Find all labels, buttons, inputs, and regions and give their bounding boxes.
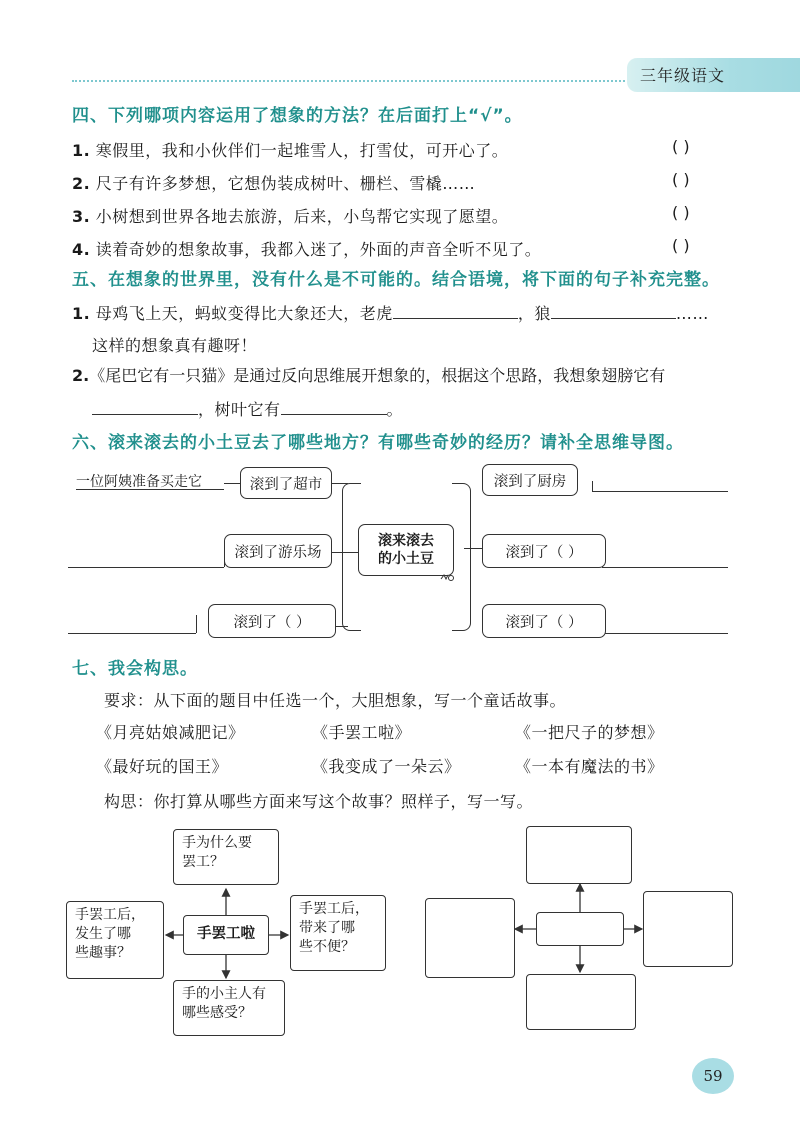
page-number: 59 bbox=[692, 1058, 734, 1094]
blank-node-right[interactable] bbox=[643, 891, 733, 967]
answer-paren-1[interactable]: ( ) bbox=[672, 137, 690, 156]
topic-6: 《一本有魔法的书》 bbox=[515, 757, 664, 776]
example-answer: 一位阿姨准备买走它 bbox=[76, 474, 202, 490]
sample-node-center: 手罢工啦 bbox=[183, 915, 269, 955]
sample-node-right: 手罢工后， 带来了哪 些不便？ bbox=[290, 895, 386, 971]
node-left-2: 滚到了游乐场 bbox=[224, 534, 332, 568]
node-left-3[interactable]: 滚到了（ ） bbox=[208, 604, 336, 638]
node-right-3[interactable]: 滚到了（ ） bbox=[482, 604, 606, 638]
answer-paren-2[interactable]: ( ) bbox=[672, 170, 690, 189]
blank-node-bottom[interactable] bbox=[526, 974, 636, 1030]
section7-title: 七、我会构思。 bbox=[72, 659, 198, 679]
section4-item-1: 1. 寒假里，我和小伙伴们一起堆雪人，打雪仗，可开心了。 bbox=[72, 141, 509, 160]
node-right-2[interactable]: 滚到了（ ） bbox=[482, 534, 606, 568]
section4-title: 四、下列哪项内容运用了想象的方法？在后面打上“√”。 bbox=[72, 106, 523, 126]
blank-node-top[interactable] bbox=[526, 826, 632, 884]
node-left-1: 滚到了超市 bbox=[240, 467, 332, 499]
blank-node-left[interactable] bbox=[425, 898, 515, 978]
sample-node-bottom: 手的小主人有 哪些感受？ bbox=[173, 980, 285, 1036]
topic-2: 《手罢工啦》 bbox=[312, 723, 412, 742]
node-right-1: 滚到了厨房 bbox=[482, 464, 578, 496]
sample-node-top: 手为什么要 罢工？ bbox=[173, 829, 279, 885]
answer-paren-3[interactable]: ( ) bbox=[672, 203, 690, 222]
section7-requirement: 要求：从下面的题目中任选一个，大胆想象，写一个童话故事。 bbox=[104, 691, 567, 710]
section4-item-4: 4. 读着奇妙的想象故事，我都入迷了，外面的声音全听不见了。 bbox=[72, 240, 542, 259]
section4-item-2: 2. 尺子有许多梦想，它想伪装成树叶、栅栏、雪橇…… bbox=[72, 174, 476, 193]
section5-item-1: 1. 母鸡飞上天，蚂蚁变得比大象还大，老虎 ，狼 …… bbox=[72, 304, 709, 323]
section5-title: 五、在想象的世界里，没有什么是不可能的。结合语境，将下面的句子补充完整。 bbox=[72, 270, 720, 290]
topic-4: 《最好玩的国王》 bbox=[96, 757, 229, 776]
mindmap-center: 滚来滚去 的小土豆 bbox=[358, 524, 454, 576]
section7-idea: 构思：你打算从哪些方面来写这个故事？照样子，写一写。 bbox=[104, 792, 534, 811]
section6-title: 六、滚来滚去的小土豆去了哪些地方？有哪些奇妙的经历？请补全思维导图。 bbox=[72, 433, 684, 453]
topic-1: 《月亮姑娘减肥记》 bbox=[96, 723, 245, 742]
section4-item-3: 3. 小树想到世界各地去旅游，后来，小鸟帮它实现了愿望。 bbox=[72, 207, 509, 226]
section5-item-2: 2.《尾巴它有一只猫》是通过反向思维展开想象的，根据这个思路，我想象翅膀它有 bbox=[72, 366, 666, 385]
topic-3: 《一把尺子的梦想》 bbox=[515, 723, 664, 742]
grade-label: 三年级语文 bbox=[640, 66, 726, 85]
blank-node-center[interactable] bbox=[536, 912, 624, 946]
section5-item-2-line2: ，树叶它有 。 bbox=[92, 397, 403, 420]
sample-node-left: 手罢工后， 发生了哪 些趣事？ bbox=[66, 901, 164, 979]
topic-5: 《我变成了一朵云》 bbox=[312, 757, 461, 776]
section5-item-1-line2: 这样的想象真有趣呀！ bbox=[92, 336, 258, 355]
answer-paren-4[interactable]: ( ) bbox=[672, 236, 690, 255]
